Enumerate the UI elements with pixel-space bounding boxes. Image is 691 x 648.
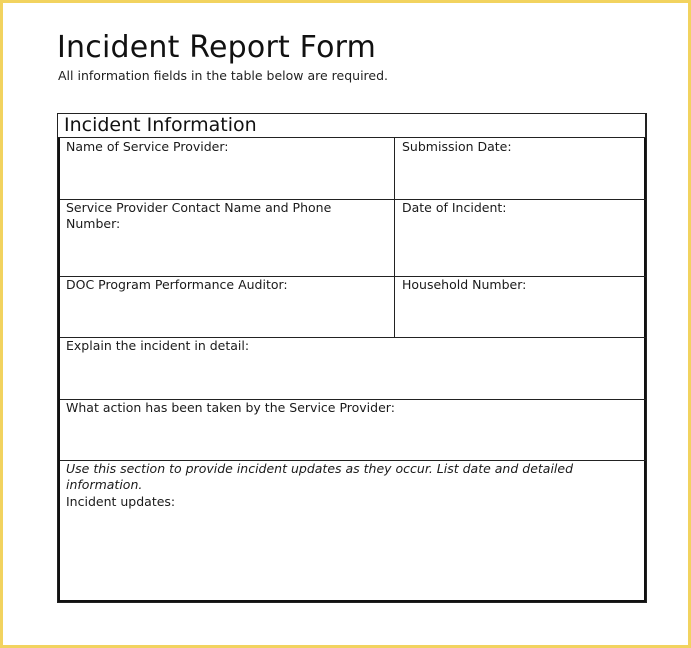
section-header	[58, 114, 646, 138]
field-service-provider[interactable]: Name of Service Provider:	[66, 139, 229, 154]
incident-information-table	[57, 113, 647, 603]
updates-instruction: Use this section to provide incident updates as they occur. List date and detailed information.	[66, 461, 574, 492]
field-auditor[interactable]: DOC Program Performance Auditor:	[66, 277, 288, 292]
field-explain-incident[interactable]: Explain the incident in detail:	[66, 338, 250, 353]
form-title: Incident Report Form	[57, 30, 377, 65]
field-action-taken[interactable]: What action has been taken by the Service Provider:	[66, 400, 395, 415]
field-submission-date[interactable]: Submission Date:	[402, 139, 512, 154]
column-divider	[394, 138, 395, 337]
form-subtitle: All information fields in the table below are required.	[58, 68, 389, 83]
field-date-of-incident[interactable]: Date of Incident:	[402, 200, 507, 215]
fields-box	[58, 138, 646, 602]
field-incident-updates[interactable]: Incident updates:	[66, 494, 176, 509]
section-title: Incident Information	[64, 114, 257, 136]
field-household-number[interactable]: Household Number:	[402, 277, 527, 292]
field-contact-name-phone[interactable]: Service Provider Contact Name and Phone Number:	[66, 200, 332, 231]
